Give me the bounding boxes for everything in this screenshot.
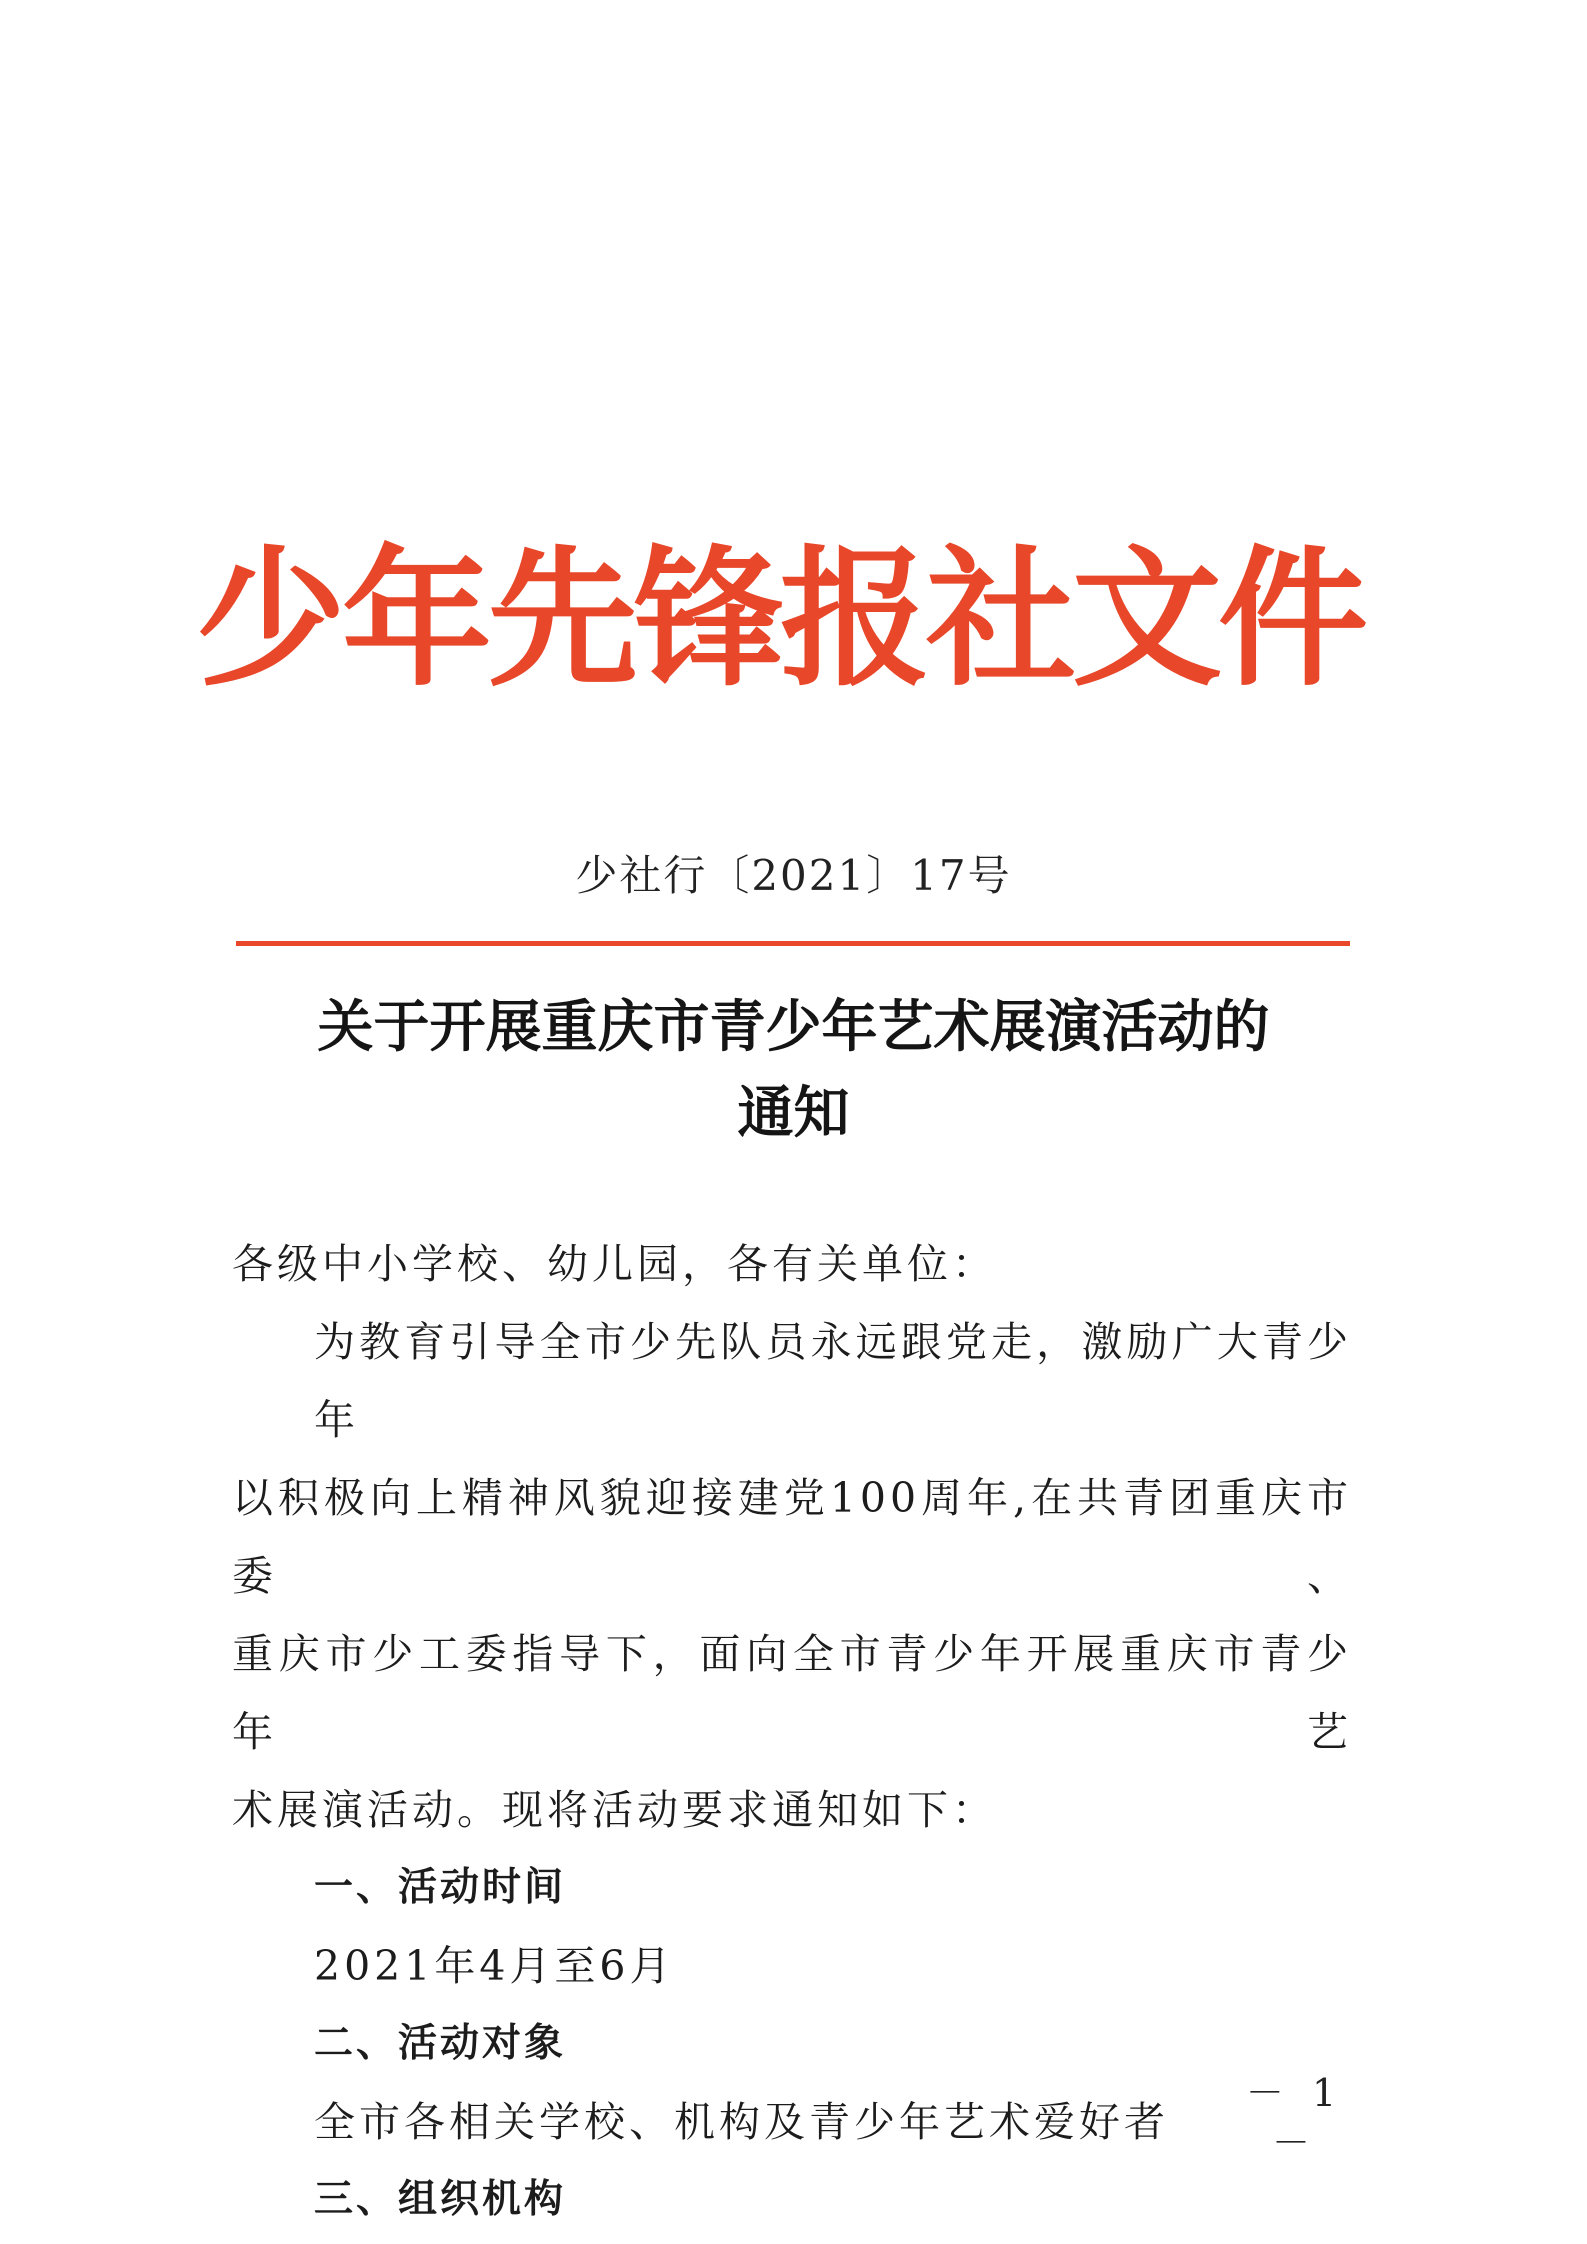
section-1-heading: 一、活动时间: [314, 1865, 567, 1910]
intro-line-2: 以积极向上精神风貌迎接建党100周年,在共青团重庆市委、: [232, 1474, 1352, 1600]
salutation: 各级中小学校、幼儿园，各有关单位：: [232, 1240, 997, 1288]
notice-title-line-2: 通知: [737, 1081, 850, 1146]
intro-line-4: 术展演活动。现将活动要求通知如下：: [232, 1786, 997, 1834]
page-number: － 1 －: [1245, 2071, 1345, 2165]
intro-line-3: 重庆市少工委指导下，面向全市青少年开展重庆市青少年艺: [232, 1630, 1352, 1756]
section-1-text: 2021年4月至6月: [314, 1942, 675, 1990]
section-2-heading: 二、活动对象: [314, 2021, 567, 2066]
document-number: 少社行〔2021〕17号: [575, 851, 1012, 900]
notice-body: [232, 1225, 1352, 2239]
intro-line-1: 为教育引导全市少先队员永远跟党走，激励广大青少年: [314, 1318, 1352, 1444]
masthead-title: 少年先锋报社文件: [195, 533, 1364, 707]
section-2-text: 全市各相关学校、机构及青少年艺术爱好者: [314, 2098, 1169, 2146]
red-divider-line: [236, 941, 1350, 946]
notice-title: [200, 985, 1387, 1157]
section-3-heading: 三、组织机构: [314, 2177, 567, 2222]
notice-title-line-1: 关于开展重庆市青少年艺术展演活动的: [317, 995, 1270, 1060]
